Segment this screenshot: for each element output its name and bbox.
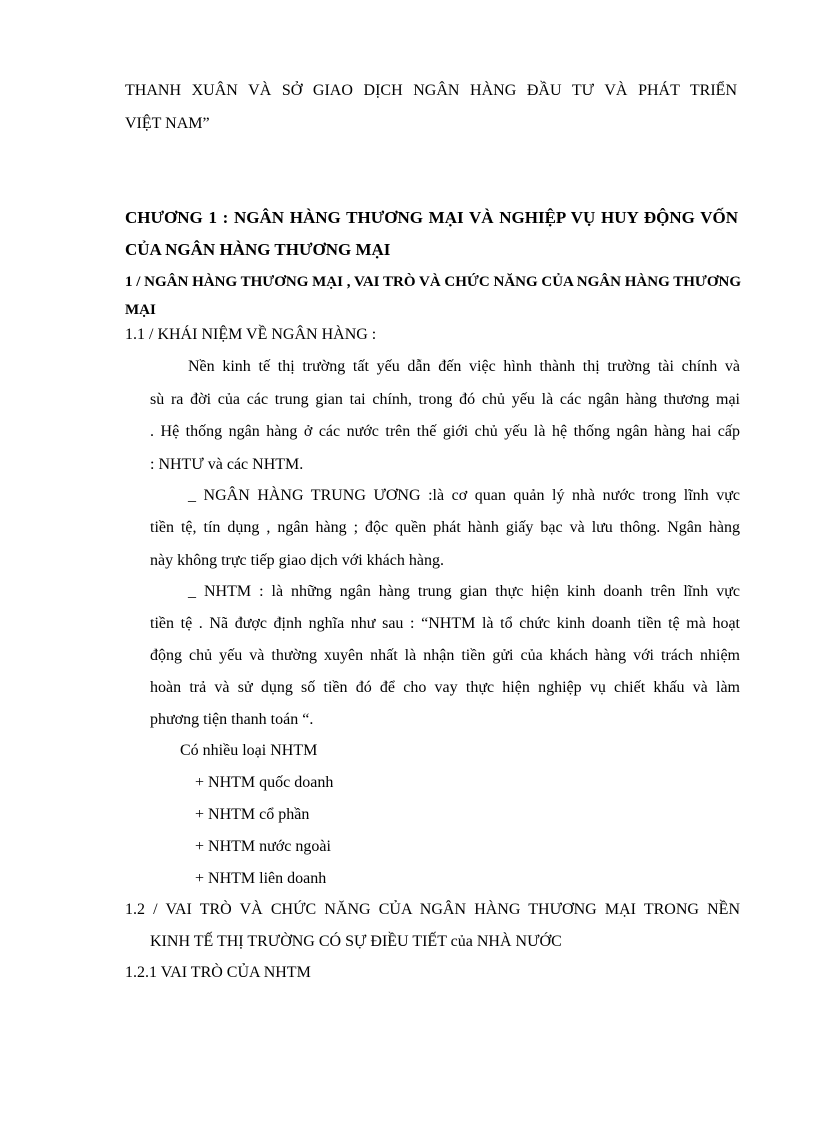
paragraph-1-line-2: sù ra đời của các trung gian tai chính, trong đó chủ yếu là các ngân hàng thương mại (150, 391, 740, 408)
chapter-heading-line-1: CHƯƠNG 1 : NGÂN HÀNG THƯƠNG MẠI VÀ NGHIỆP VỤ HUY ĐỘNG VỐN (125, 208, 738, 227)
paragraph-2-line-2: tiền tệ, tín dụng , ngân hàng ; độc quền phát hành giấy bạc và lưu thông. Ngân hàng (150, 519, 740, 536)
paragraph-1-line-1: Nền kinh tế thị trường tất yếu dẫn đến việc hình thành thị trường tài chính và (188, 358, 740, 375)
paragraph-1-line-3: . Hệ thống ngân hàng ở các nước trên thế giới chủ yếu là hệ thống ngân hàng hai cấp (150, 423, 740, 440)
section-1-2-heading-line-2: KINH TẾ THỊ TRƯỜNG CÓ SỰ ĐIỀU TIẾT của NHÀ NƯỚC (150, 933, 562, 950)
paragraph-2-line-1: _ NGÂN HÀNG TRUNG ƯƠNG :là cơ quan quản lý nhà nước trong lĩnh vực (188, 487, 740, 504)
paragraph-3-line-1: _ NHTM : là những ngân hàng trung gian thực hiện kinh doanh trên lĩnh vực (188, 583, 740, 600)
section-1-heading-line-1: 1 / NGÂN HÀNG THƯƠNG MẠI , VAI TRÒ VÀ CHỨC NĂNG CỦA NGÂN HÀNG THƯƠNG (125, 274, 741, 290)
paragraph-2-line-3: này không trực tiếp giao dịch với khách hàng. (150, 552, 444, 569)
title-line-1: THANH XUÂN VÀ SỞ GIAO DỊCH NGÂN HÀNG ĐẦU TƯ VÀ PHÁT TRIỂN (125, 82, 737, 99)
chapter-heading-line-2: CỦA NGÂN HÀNG THƯƠNG MẠI (125, 240, 391, 259)
types-intro: Có nhiều loại NHTM (180, 742, 318, 759)
section-1-heading-line-2: MẠI (125, 302, 156, 318)
list-item: + NHTM quốc doanh (195, 774, 334, 791)
section-1-2-1-heading: 1.2.1 VAI TRÒ CỦA NHTM (125, 964, 311, 981)
paragraph-3-line-2: tiền tệ . Nã được định nghĩa như sau : “NHTM là tổ chức kinh doanh tiền tệ mà hoạt (150, 615, 740, 632)
paragraph-3-line-3: động chủ yếu và thường xuyên nhất là nhận tiền gửi của khách hàng với trách nhiệm (150, 647, 740, 664)
list-item: + NHTM cổ phần (195, 806, 310, 823)
paragraph-1-line-4: : NHTƯ và các NHTM. (150, 456, 304, 473)
list-item: + NHTM nước ngoài (195, 838, 331, 855)
list-item: + NHTM liên doanh (195, 870, 327, 887)
section-1-1-heading: 1.1 / KHÁI NIỆM VỀ NGÂN HÀNG : (125, 326, 377, 343)
section-1-2-heading-line-1: 1.2 / VAI TRÒ VÀ CHỨC NĂNG CỦA NGÂN HÀNG THƯƠNG MẠI TRONG NỀN (125, 901, 740, 918)
paragraph-3-line-5: phương tiện thanh toán “. (150, 711, 314, 728)
title-line-2: VIỆT NAM” (125, 115, 210, 132)
paragraph-3-line-4: hoàn trả và sử dụng số tiền đó để cho vay thực hiện nghiệp vụ chiết khấu và làm (150, 679, 740, 696)
